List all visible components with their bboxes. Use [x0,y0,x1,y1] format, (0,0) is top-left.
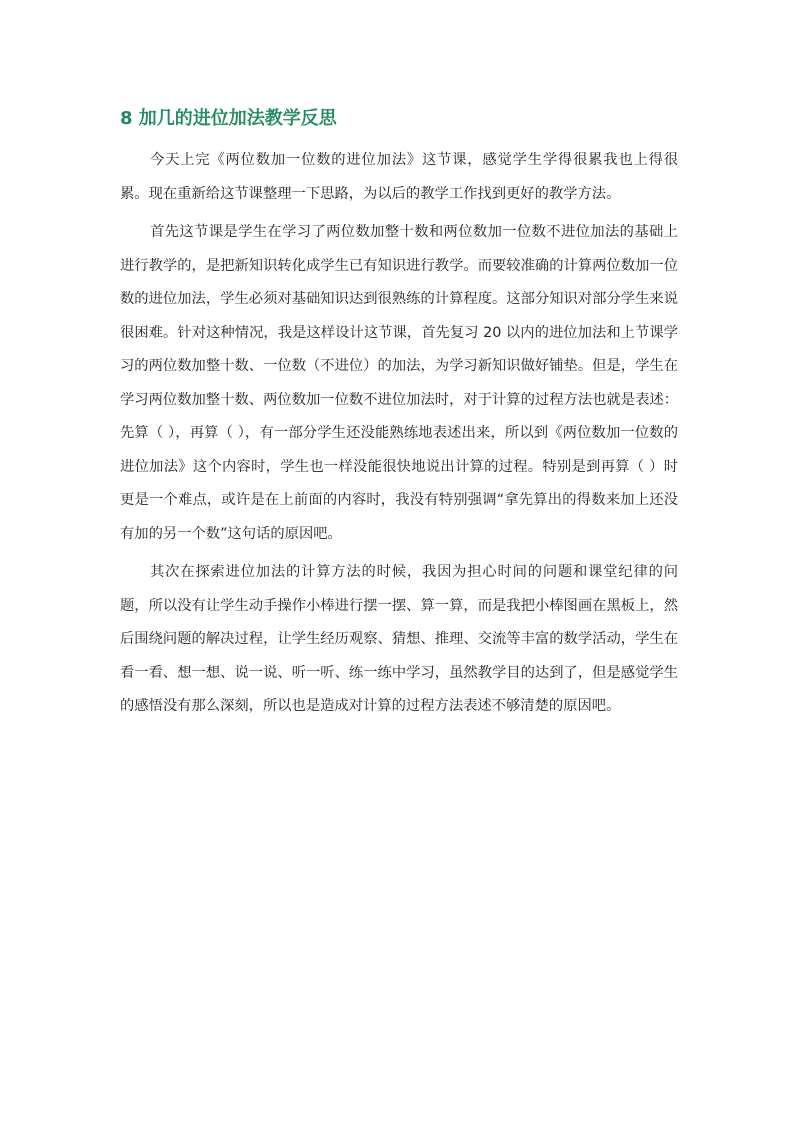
document-body [120,144,678,729]
document-title: 8 加几的进位加法教学反思 [120,108,337,129]
paragraph-second-point: 其次在探索进位加法的计算方法的时候，我因为担心时间的问题和课堂纪律的问题，所以没有让学生动手操作小棒进行摆一摆、算一算，而是我把小棒图画在黑板上，然后围绕问题的解决过程，让学生经历观察、猜想、推理、交流等丰富的数学活动，学生在看一看、想一想、说一说、听一听、练一练中学习，虽然教学目的达到了，但是感觉学生的感悟没有那么深刻，所以也是造成对计算的过程方法表述不够清楚的原因吧。 [120,564,678,714]
paragraph-first-point: 首先这节课是学生在学习了两位数加整十数和两位数加一位数不进位加法的基础上进行教学的，是把新知识转化成学生已有知识进行教学。而要较准确的计算两位数加一位数的进位加法，学生必须对基础知识达到很熟练的计算程度。这部分知识对部分学生来说很困难。针对这种情况，我是这样设计这节课，首先复习 20 以内的进位加法和上节课学习的两位数加整十数、一位数（不进位）的加法，为学习新知识做好铺垫。但是，学生在学习两位数加整十数、两位数加一位数不进位加法时，对于计算的过程方法也就是表述：先算（ ），再算（ ），有一部分学生还没能熟练地表述出来，所以到《两位数加一位数的进位加法》这个内容时，学生也一样没能很快地说出计算的过程。特别是到再算（ ）时更是一个难点，或许是在上前面的内容时，我没有特别强调“拿先算出的得数来加上还没有加的另一个数”这句话的原因吧。 [120,224,678,542]
paragraph-intro: 今天上完《两位数加一位数的进位加法》这节课，感觉学生学得很累我也上得很累。现在重新给这节课整理一下思路，为以后的教学工作找到更好的教学方法。 [120,152,678,202]
